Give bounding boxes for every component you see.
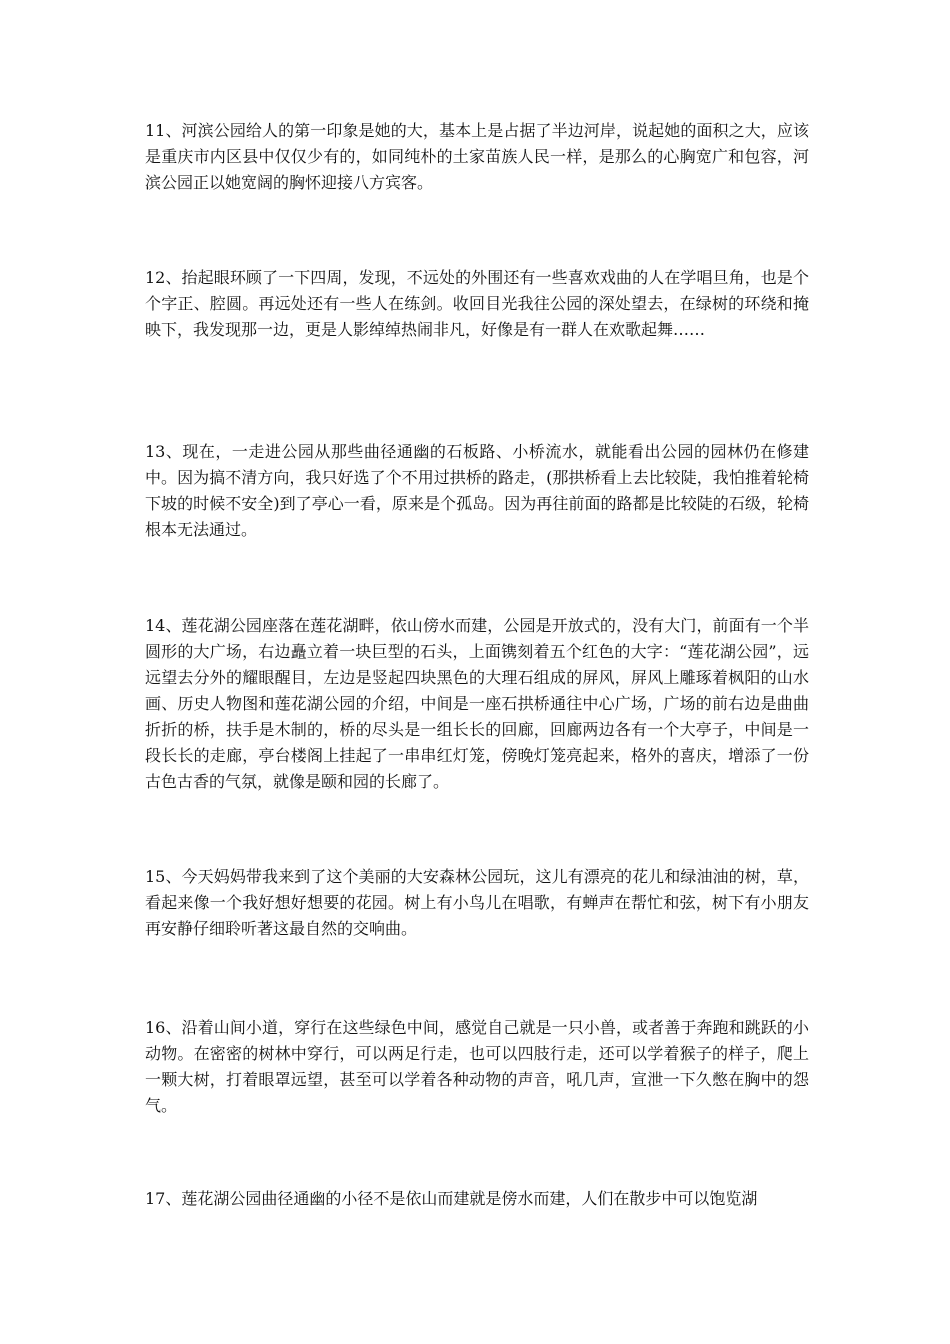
paragraph-12: 12、抬起眼环顾了一下四周，发现，不远处的外围还有一些喜欢戏曲的人在学唱旦角，也是个个字正、腔圆。再远处还有一些人在练剑。收回目光我往公园的深处望去，在绿树的环绕和掩映下，我发现那一边，更是人影绰绰热闹非凡，好像是有一群人在欢歌起舞…… — [145, 268, 809, 339]
paragraph-13: 13、现在，一走进公园从那些曲径通幽的石板路、小桥流水，就能看出公园的园林仍在修建中。因为搞不清方向，我只好选了个不用过拱桥的路走，(那拱桥看上去比较陡，我怕推着轮椅下坡的时候不安全)到了亭心一看，原来是个孤岛。因为再往前面的路都是比较陡的石级，轮椅根本无法通过。 — [145, 442, 809, 539]
paragraph-14: 14、莲花湖公园座落在莲花湖畔，依山傍水而建，公园是开放式的，没有大门，前面有一个半圆形的大广场，右边矗立着一块巨型的石头，上面镌刻着五个红色的大字：“莲花湖公园”，远远望去分外的耀眼醒目，左边是竖起四块黑色的大理石组成的屏风，屏风上雕琢着枫阳的山水画、历史人物图和莲花湖公园的介绍，中间是一座石拱桥通往中心广场，广场的前右边是曲曲折折的桥，扶手是木制的，桥的尽头是一组长长的回廊，回廊两边各有一个大亭子，中间是一段长长的走廊，亭台楼阁上挂起了一串串红灯笼，傍晚灯笼亮起来，格外的喜庆，增添了一份古色古香的气氛，就像是颐和园的长廊了。 — [145, 616, 809, 791]
paragraph-16: 16、沿着山间小道，穿行在这些绿色中间，感觉自己就是一只小兽，或者善于奔跑和跳跃的小动物。在密密的树林中穿行，可以两足行走，也可以四肢行走，还可以学着猴子的样子，爬上一颗大树，打着眼罩远望，甚至可以学着各种动物的声音，吼几声，宣泄一下久憋在胸中的怨气。 — [145, 1018, 809, 1115]
paragraph-17: 17、莲花湖公园曲径通幽的小径不是依山而建就是傍水而建，人们在散步中可以饱览湖 — [145, 1189, 758, 1208]
paragraph-11: 11、河滨公园给人的第一印象是她的大，基本上是占据了半边河岸，说起她的面积之大，应该是重庆市内区县中仅仅少有的，如同纯朴的土家苗族人民一样，是那么的心胸宽广和包容，河滨公园正以她宽阔的胸怀迎接八方宾客。 — [145, 121, 809, 192]
paragraph-15: 15、今天妈妈带我来到了这个美丽的大安森林公园玩，这儿有漂亮的花儿和绿油油的树，草，看起来像一个我好想好想要的花园。树上有小鸟儿在唱歌，有蝉声在帮忙和弦，树下有小朋友再安静仔细聆听著这最自然的交响曲。 — [145, 867, 809, 938]
